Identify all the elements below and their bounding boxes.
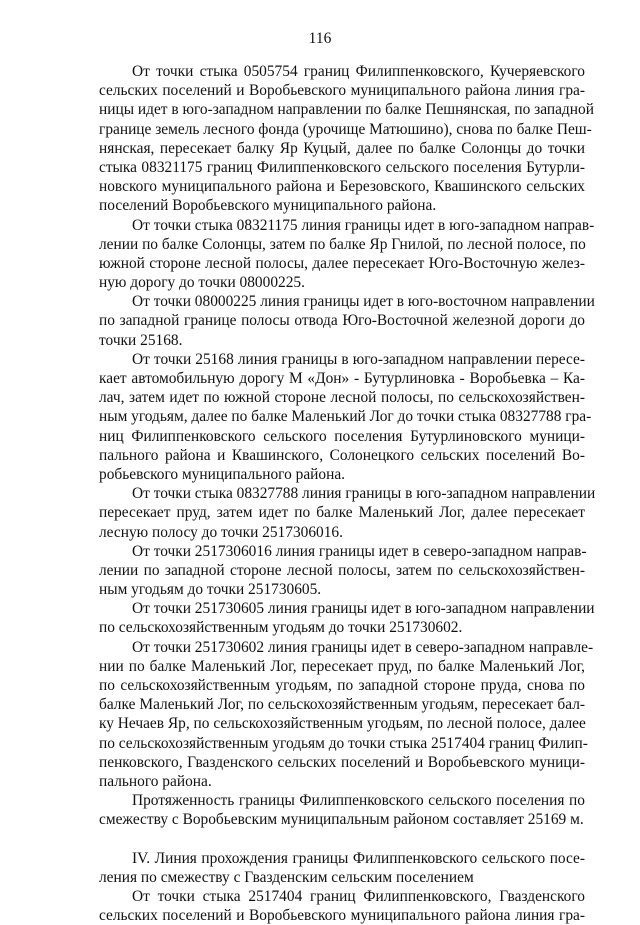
text-line: лач, затем идет по южной стороне лесной полосы, по сельскохозяйствен- [99,389,585,407]
text-line: ниц Филиппенковского сельского поселения Бутурлиновского муници- [99,427,585,445]
text-line: ную дорогу до точки 08000225. [99,274,305,292]
paragraph [99,292,595,350]
text-line: лении по западной стороне лесной полосы, затем по сельскохозяйствен- [99,561,585,579]
text-line: ным угодьям до точки 251730605. [99,581,322,599]
text-line: балке Маленький Лог, по сельскохозяйственным угодьям, пересекает бал- [99,696,585,714]
text-line: От точки 25168 линия границы в юго-западном направлении пересе- [132,350,585,368]
text-line: кает автомобильную дорогу М «Дон» - Бутурлиновка - Воробьевка – Ка- [99,370,585,387]
text-line: пального района. [99,772,212,790]
text-line: IV. Линия прохождения границы Филиппенковского сельского посе- [132,849,585,867]
page-number: 116 [308,30,332,47]
text-line: От точки 2517306016 линия границы идет в северо-западном направ- [132,542,587,560]
text-line: по западной границе полосы отвода Юго-Восточной железной дороги до [99,312,585,330]
text-line: От точки стыка 08327788 линия границы в юго-западном направлении [132,485,596,503]
paragraph [99,599,595,637]
text-line: сельских поселений и Воробьевского муниципального района линия гра- [99,907,585,925]
text-line: Протяженность границы Филиппенковского сельского поселения по [132,792,585,810]
text-line: ку Нечаев Яр, по сельскохозяйственным угодьям, по лесной полосе, далее [99,715,586,733]
text-line: точки 25168. [99,331,183,349]
text-line: границе земель лесного фонда (урочище Матюшино), снова по балке Пеш- [99,120,592,138]
text-line: сельских поселений и Воробьевского муниципального района линия гра- [99,82,585,100]
paragraph [99,216,595,293]
text-line: нии по балке Маленький Лог, пересекает пруд, по балке Маленький Лог, [99,657,585,675]
text-line: От точки 251730602 линия границы идет в северо-западном направле- [132,638,594,656]
section-heading [99,849,585,887]
text-line: От точки стыка 08321175 линия границы идет в юго-западном направ- [132,216,595,234]
text-line: От точки стыка 2517404 границ Филиппенковского, Гвазденского [132,888,585,906]
paragraph [99,542,585,600]
text-line: ным угодьям, далее по балке Маленький Лог до точки стыка 08327788 гра- [99,408,592,426]
text-line: От точки 08000225 линия границы идет в юго-восточном направлении [132,293,595,311]
text-line: по сельскохозяйственным угодьям до точки 251730602. [99,619,463,637]
text-line: лесную полосу до точки 2517306016. [99,523,343,541]
section-gap [99,830,585,849]
text-line: южной стороне лесной полосы, далее пересекает Юго-Восточную желез- [99,254,585,272]
text-line: пересекает пруд, затем идет по балке Маленький Лог, далее пересекает [99,504,585,522]
text-line: стыка 08321175 границ Филиппенковского сельского поселения Бутурли- [99,158,585,176]
text-line: ления по смежеству с Гвазденским сельским поселением [99,868,474,886]
text-line: пального района и Квашинского, Солонецкого сельских поселений Во- [99,446,585,464]
paragraph [99,484,596,542]
text-line: От точки стыка 0505754 границ Филиппенковского, Кучеряевского [132,63,585,80]
paragraph [99,350,592,484]
text-line: лении по балке Солонцы, затем по балке Яр Гнилой, по лесной полосе, по [99,235,586,253]
text-line: по сельскохозяйственным угодьям, по западной стороне пруда, снова по [99,677,585,694]
paragraph [99,791,585,829]
paragraph [99,887,585,925]
paragraph [99,638,594,792]
paragraph [99,62,594,216]
document-body [99,62,596,925]
text-line: по сельскохозяйственным угодьям до точки стыка 2517404 границ Филип- [99,734,588,752]
text-line: пенковского, Гвазденского сельских поселений и Воробьевского муници- [99,753,585,771]
text-line: смежеству с Воробьевским муниципальным районом составляет 25169 м. [99,811,584,829]
text-line: нянская, пересекает балку Яр Куцый, далее по балке Солонцы до точки [99,139,585,157]
text-line: робьевского муниципального района. [99,465,346,483]
text-line: новского муниципального района и Березовского, Квашинского сельских [99,178,585,196]
text-line: ницы идет в юго-западном направлении по балке Пешнянская, по западной [99,101,594,119]
text-line: поселений Воробьевского муниципального района. [99,197,437,215]
text-line: От точки 251730605 линия границы идет в юго-западном направлении [132,600,595,618]
